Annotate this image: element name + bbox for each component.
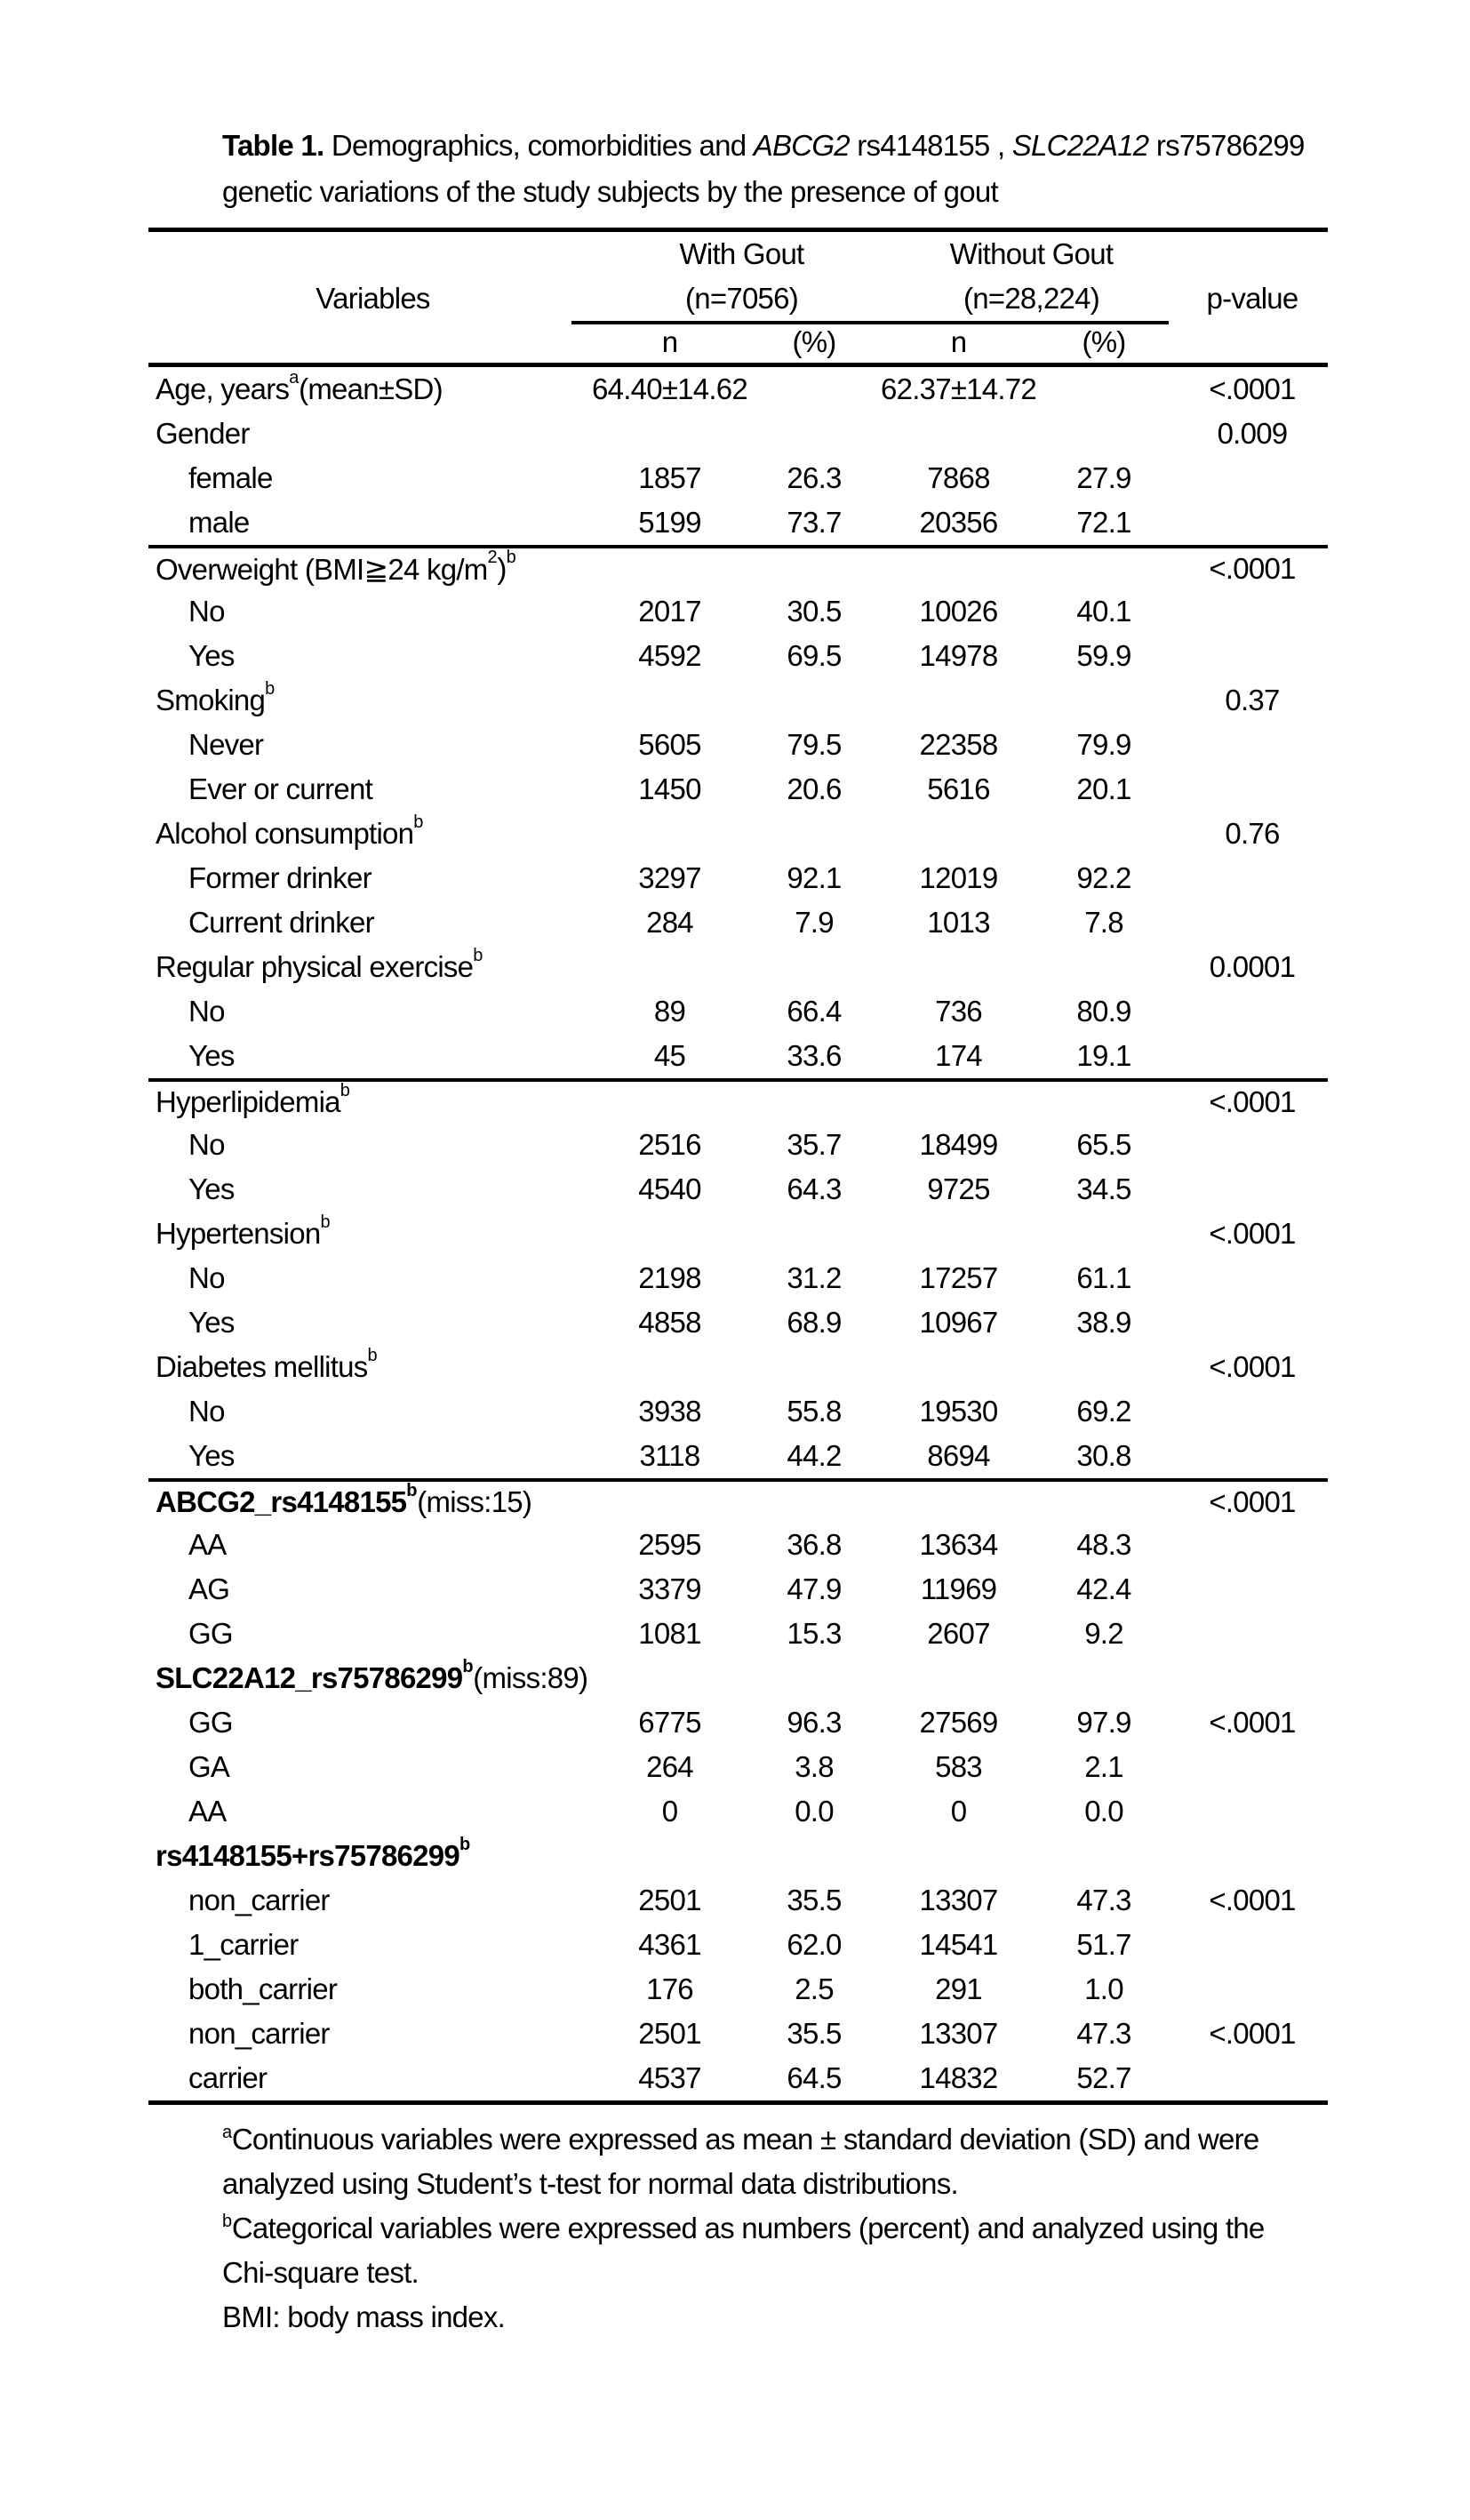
cell-n1: 1857	[638, 461, 701, 494]
cell-p: 0.76	[1225, 817, 1280, 850]
footnote-a-line-2	[222, 2162, 1328, 2206]
row-label-text: Yes	[188, 1172, 235, 1205]
title-table-number: Table 1.	[222, 129, 332, 162]
cell-pct1: 26.3	[787, 461, 842, 494]
cell-p: <.0001	[1209, 1350, 1296, 1383]
cell-n1: 64.40±14.62	[591, 372, 748, 405]
cell-n1: 5605	[638, 728, 701, 761]
cell-n1: 3379	[638, 1572, 701, 1605]
cell-pct2: 48.3	[1076, 1528, 1131, 1561]
cell-p: <.0001	[1209, 1085, 1296, 1118]
row-label-text: SLC22A12_rs75786299	[156, 1661, 463, 1694]
cell-pct1: 33.6	[787, 1039, 842, 1072]
row-label	[148, 728, 597, 762]
row-label: rs4148155+rs75786299 $^b$	[156, 1835, 470, 1872]
header-spacer	[1177, 232, 1328, 276]
row-label-text: AG	[188, 1572, 230, 1605]
cell-n2: 174	[935, 1039, 982, 1072]
cell-pct2: 47.3	[1076, 1884, 1131, 1916]
cell-pct1: 3.8	[795, 1750, 834, 1783]
table-row	[148, 2012, 1328, 2056]
row-label-text: No	[188, 1261, 225, 1294]
table-title	[222, 123, 1328, 215]
cell-n2: 18499	[919, 1128, 998, 1161]
cell-n1: 5199	[638, 506, 701, 539]
header-spacer	[1177, 322, 1328, 363]
cell-n2: 291	[935, 1972, 982, 2005]
row-label-text: Smoking	[156, 684, 266, 716]
row-label-text: AA	[188, 1795, 227, 1828]
cell-n1: 1081	[638, 1617, 701, 1650]
cell-pct2: 1.0	[1084, 1972, 1123, 2005]
cell-pct1: 73.7	[787, 506, 842, 539]
row-label	[148, 1750, 597, 1784]
cell-pct2: 80.9	[1076, 995, 1131, 1028]
cell-n1: 0	[661, 1795, 678, 1828]
row-label	[148, 595, 597, 628]
table-row	[148, 1700, 1328, 1745]
cell-pct1: 31.2	[787, 1261, 842, 1294]
table-row	[148, 1389, 1328, 1434]
cell-n1: 89	[653, 995, 686, 1028]
cell-n1: 4537	[638, 2061, 701, 2094]
header-n-row	[148, 276, 1328, 322]
cell-pct1: 66.4	[787, 995, 842, 1028]
table-row	[148, 723, 1328, 767]
cell-p: <.0001	[1209, 2017, 1296, 2050]
header-sub-row	[148, 322, 1328, 363]
cell-p: 0.37	[1225, 684, 1280, 716]
cell-pct1: 62.0	[787, 1928, 842, 1961]
cell-n2: 9725	[927, 1172, 990, 1205]
row-label	[148, 2017, 597, 2051]
row-label-text: Overweight (BMI≧24 kg/m	[156, 552, 488, 586]
row-label-text: Yes	[188, 1306, 235, 1339]
row-label-text: Yes	[188, 1439, 235, 1472]
table-row	[148, 989, 1328, 1034]
cell-pct2: 42.4	[1076, 1572, 1131, 1605]
row-label: Diabetes mellitus $^b$	[156, 1346, 378, 1383]
row-label-text: Hyperlipidemia	[156, 1085, 340, 1118]
cell-p: 0.009	[1217, 417, 1288, 450]
row-label-text: Ever or current	[188, 772, 372, 805]
row-label-text: Hypertension	[156, 1217, 321, 1250]
cell-n1: 176	[646, 1972, 693, 2005]
cell-n1: 4592	[638, 639, 701, 672]
cell-n2: 14541	[919, 1928, 998, 1961]
header-with-gout: With Gout	[679, 236, 804, 270]
footnote-text: analyzed using Student’s t-test for normal data distributions.	[222, 2167, 958, 2200]
row-label	[148, 1395, 597, 1428]
table-row	[148, 1078, 1328, 1123]
row-label-text: Alcohol consumption	[156, 817, 414, 850]
cell-pct2: 7.8	[1084, 906, 1123, 939]
header-group-row	[148, 232, 1328, 276]
cell-pct1: 69.5	[787, 639, 842, 672]
cell-n2: 19530	[919, 1395, 998, 1428]
table-row	[148, 1523, 1328, 1567]
cell-pct2: 34.5	[1076, 1172, 1131, 1205]
row-label-text: Yes	[188, 1039, 235, 1072]
cell-pct2: 19.1	[1076, 1039, 1131, 1072]
header-subgroup-rule	[571, 321, 1169, 324]
cell-n2: 583	[935, 1750, 982, 1783]
table-header	[148, 228, 1328, 367]
cell-n1: 2198	[638, 1261, 701, 1294]
cell-n2: 27569	[919, 1706, 998, 1739]
table-row	[148, 1212, 1328, 1256]
table-row	[148, 856, 1328, 900]
cell-n1: 2595	[638, 1528, 701, 1561]
cell-n2: 2607	[927, 1617, 990, 1650]
row-label-text: No	[188, 1395, 225, 1428]
cell-n1: 284	[646, 906, 693, 939]
cell-n1: 4540	[638, 1172, 701, 1205]
row-label-text: both_carrier	[188, 1972, 338, 2005]
table-row	[148, 1612, 1328, 1656]
cell-n1: 2516	[638, 1128, 701, 1161]
footnote-text: Continuous variables were expressed as mean ± standard deviation (SD) and were	[231, 2123, 1259, 2156]
row-label	[148, 1884, 597, 1917]
row-label	[148, 1706, 597, 1740]
row-label: Regular physical exercise $^b$	[156, 946, 483, 983]
row-label	[148, 1039, 597, 1073]
table-row	[148, 1789, 1328, 1834]
cell-n2: 736	[935, 995, 982, 1028]
table-row	[148, 456, 1328, 500]
row-label: SLC22A12_rs75786299 $^b$ (miss:89)	[156, 1657, 588, 1694]
subheader-n2: n	[950, 325, 967, 358]
row-label: Alcohol consumption $^b$	[156, 812, 424, 850]
row-label: ABCG2_rs4148155 $^b$ (miss:15)	[156, 1481, 532, 1518]
row-label-text: Regular physical exercise	[156, 950, 474, 983]
cell-pct2: 2.1	[1084, 1750, 1123, 1783]
table-row	[148, 812, 1328, 856]
footnote-b-line-2	[222, 2251, 1328, 2295]
cell-pct2: 20.1	[1076, 772, 1131, 805]
table-row	[148, 589, 1328, 634]
footnote-text: Categorical variables were expressed as numbers (percent) and analyzed using the	[231, 2212, 1265, 2244]
cell-pct2: 47.3	[1076, 2017, 1131, 2050]
cell-pct1: 0.0	[795, 1795, 834, 1828]
cell-pct1: 64.5	[787, 2061, 842, 2094]
row-label	[148, 1306, 597, 1340]
cell-pct1: 2.5	[795, 1972, 834, 2005]
footnote-superscript: a	[222, 2123, 232, 2142]
row-label-text: Former drinker	[188, 861, 371, 894]
cell-n2: 11969	[920, 1572, 997, 1605]
cell-n1: 3938	[638, 1395, 701, 1428]
cell-n2: 10967	[919, 1306, 998, 1339]
title-line-2	[222, 169, 1328, 215]
row-label	[148, 1128, 597, 1162]
cell-n2: 12019	[919, 861, 998, 894]
header-spacer	[148, 232, 597, 276]
cell-pct1: 35.7	[787, 1128, 842, 1161]
row-label	[148, 995, 597, 1028]
title-text: genetic variations of the study subjects by the presence of gout	[222, 175, 998, 208]
cell-p: <.0001	[1209, 552, 1296, 585]
footnote-b-line-1	[222, 2206, 1328, 2251]
table-row	[148, 412, 1328, 456]
row-label-text: AA	[188, 1528, 227, 1561]
table-row	[148, 1878, 1328, 1923]
footnotes	[222, 2117, 1328, 2340]
cell-pct1: 47.9	[787, 1572, 842, 1605]
row-label-text: non_carrier	[188, 2017, 330, 2050]
row-label-text: female	[188, 461, 273, 494]
cell-pct1: 96.3	[787, 1706, 842, 1739]
cell-pct1: 20.6	[787, 772, 842, 805]
row-label	[148, 2061, 597, 2095]
cell-n2: 8694	[927, 1439, 990, 1472]
table-row	[148, 1300, 1328, 1345]
table-row	[148, 1656, 1328, 1700]
cell-n2: 13634	[919, 1528, 998, 1561]
row-label-text: )	[497, 552, 507, 585]
cell-n2: 0	[950, 1795, 967, 1828]
row-label	[148, 1795, 597, 1828]
row-label	[148, 417, 597, 451]
table-row	[148, 2056, 1328, 2100]
row-label-text: No	[188, 995, 225, 1028]
cell-pct2: 97.9	[1076, 1706, 1131, 1739]
cell-n2: 13307	[919, 1884, 998, 1916]
header-without-gout-n: (n=28,224)	[963, 282, 1100, 315]
table-row	[148, 500, 1328, 545]
cell-pct2: 61.1	[1076, 1261, 1131, 1294]
footnote-text: Chi-square test.	[222, 2256, 419, 2289]
cell-p: <.0001	[1209, 1884, 1296, 1916]
cell-n1: 2501	[638, 2017, 701, 2050]
cell-n2: 20356	[919, 506, 998, 539]
row-label	[148, 1972, 597, 2006]
table-row	[148, 1123, 1328, 1167]
table-row	[148, 767, 1328, 812]
row-label: Age, years $^a$ (mean±SD)	[156, 368, 443, 405]
cell-pct1: 64.3	[787, 1172, 842, 1205]
row-label-text: (miss:15)	[417, 1485, 532, 1518]
cell-n1: 4858	[638, 1306, 701, 1339]
cell-n1: 264	[646, 1750, 693, 1783]
table-row	[148, 1834, 1328, 1878]
table-row	[148, 634, 1328, 678]
cell-p: <.0001	[1209, 1706, 1296, 1739]
row-label-text: ABCG2_rs4148155	[156, 1485, 407, 1518]
table-row	[148, 1567, 1328, 1612]
cell-p: <.0001	[1209, 1485, 1296, 1518]
cell-pct2: 69.2	[1076, 1395, 1131, 1428]
table-row	[148, 367, 1328, 412]
title-line-1	[222, 123, 1328, 169]
cell-n2: 1013	[927, 906, 990, 939]
header-variables: Variables	[316, 282, 430, 315]
row-label	[148, 461, 597, 495]
row-label-text: GG	[188, 1617, 233, 1650]
header-without-gout: Without Gout	[949, 236, 1114, 270]
cell-pct2: 72.1	[1076, 506, 1131, 539]
cell-pct2: 65.5	[1076, 1128, 1131, 1161]
row-label-text: Never	[188, 728, 264, 761]
table-row	[148, 1034, 1328, 1078]
table-row	[148, 1478, 1328, 1523]
cell-n1: 6775	[638, 1706, 701, 1739]
cell-pct2: 27.9	[1076, 461, 1131, 494]
gene-name-slc22a12: SLC22A12	[1011, 129, 1149, 162]
subheader-pct1: (%)	[792, 325, 836, 358]
row-label	[148, 1261, 597, 1295]
title-text: rs4148155 ,	[849, 129, 1012, 162]
row-label-text: (mean±SD)	[299, 372, 443, 405]
cell-pct1: 36.8	[787, 1528, 842, 1561]
row-label: Smoking $^b$	[156, 679, 275, 716]
cell-pct1: 35.5	[787, 1884, 842, 1916]
cell-p: <.0001	[1209, 1217, 1296, 1250]
cell-pct2: 51.7	[1076, 1928, 1131, 1961]
row-label-text: GA	[188, 1750, 230, 1783]
row-label	[148, 1439, 597, 1473]
table-row	[148, 1923, 1328, 1967]
title-text: Demographics, comorbidities and	[331, 129, 754, 162]
cell-pct2: 40.1	[1076, 595, 1131, 628]
cell-pct1: 7.9	[795, 906, 834, 939]
cell-n2: 17257	[919, 1261, 998, 1294]
subheader-n1: n	[661, 325, 678, 358]
footnote-superscript: b	[222, 2212, 232, 2231]
cell-n1: 45	[653, 1039, 686, 1072]
row-label: Hyperlipidemia $^b$	[156, 1081, 350, 1118]
cell-pct2: 79.9	[1076, 728, 1131, 761]
header-with-gout-n: (n=7056)	[684, 282, 798, 315]
row-label-text: Current drinker	[188, 906, 374, 939]
cell-n2: 10026	[919, 595, 998, 628]
cell-pct1: 55.8	[787, 1395, 842, 1428]
cell-pct1: 30.5	[787, 595, 842, 628]
row-label-text: carrier	[188, 2061, 268, 2094]
row-label-text: 1_carrier	[188, 1928, 299, 1961]
cell-n2: 5616	[927, 772, 990, 805]
table-row	[148, 1345, 1328, 1389]
table-1	[148, 228, 1328, 2105]
table-row	[148, 545, 1328, 589]
row-label	[148, 1572, 597, 1606]
header-spacer	[148, 322, 597, 363]
table-row	[148, 1967, 1328, 2012]
row-label	[148, 1172, 597, 1206]
row-label-text: non_carrier	[188, 1884, 330, 1916]
cell-n2: 7868	[927, 461, 990, 494]
cell-n1: 4361	[638, 1928, 701, 1961]
cell-n2: 62.37±14.72	[880, 372, 1037, 405]
footnote-text: BMI: body mass index.	[222, 2300, 506, 2333]
cell-p: <.0001	[1209, 372, 1296, 405]
row-label	[148, 1528, 597, 1562]
cell-p: 0.0001	[1209, 950, 1296, 983]
cell-n2: 22358	[919, 728, 998, 761]
table-row	[148, 1256, 1328, 1300]
row-label-text: Gender	[156, 417, 250, 450]
cell-pct2: 9.2	[1084, 1617, 1123, 1650]
cell-pct2: 0.0	[1084, 1795, 1123, 1828]
cell-n1: 2017	[638, 595, 701, 628]
cell-n2: 14832	[919, 2061, 998, 2094]
cell-pct1: 79.5	[787, 728, 842, 761]
row-label	[148, 1928, 597, 1962]
row-label-text: (miss:89)	[473, 1661, 588, 1694]
row-label-text: No	[188, 595, 225, 628]
cell-n2: 13307	[919, 2017, 998, 2050]
cell-pct2: 59.9	[1076, 639, 1131, 672]
row-label-text: GG	[188, 1706, 233, 1739]
table-row	[148, 1434, 1328, 1478]
row-label	[148, 639, 597, 673]
cell-pct2: 30.8	[1076, 1439, 1131, 1472]
cell-n1: 3297	[638, 861, 701, 894]
cell-pct1: 35.5	[787, 2017, 842, 2050]
row-label-text: Yes	[188, 639, 235, 672]
table-row	[148, 945, 1328, 989]
table-row	[148, 1167, 1328, 1212]
table-row	[148, 678, 1328, 723]
row-label-text: No	[188, 1128, 225, 1161]
cell-pct2: 52.7	[1076, 2061, 1131, 2094]
row-label	[148, 1617, 597, 1651]
row-label-text: male	[188, 506, 250, 539]
cell-n1: 2501	[638, 1884, 701, 1916]
title-text: rs75786299	[1148, 129, 1305, 162]
gene-name-abcg2: ABCG2	[753, 129, 850, 162]
row-label	[148, 506, 597, 540]
row-label-text: Age, years	[156, 372, 290, 405]
cell-pct1: 68.9	[787, 1306, 842, 1339]
row-label-text: rs4148155+rs75786299	[156, 1839, 459, 1872]
header-p-value: p-value	[1206, 282, 1298, 315]
row-label	[148, 906, 597, 940]
row-label: Overweight (BMI≧24 kg/m $^2$ ) $^b$	[156, 548, 516, 586]
cell-pct1: 44.2	[787, 1439, 842, 1472]
cell-pct2: 38.9	[1076, 1306, 1131, 1339]
footnote-bmi	[222, 2295, 1328, 2340]
subheader-pct2: (%)	[1082, 325, 1126, 358]
footnote-a-line-1	[222, 2117, 1328, 2162]
cell-pct2: 92.2	[1076, 861, 1131, 894]
row-label	[148, 861, 597, 895]
table-row	[148, 1745, 1328, 1789]
table-row	[148, 900, 1328, 945]
table-body	[148, 367, 1328, 2105]
row-label: Hypertension $^b$	[156, 1212, 331, 1250]
cell-pct1: 15.3	[787, 1617, 842, 1650]
cell-n1: 1450	[638, 772, 701, 805]
cell-pct1: 92.1	[787, 861, 842, 894]
cell-n1: 3118	[639, 1439, 700, 1472]
cell-n2: 14978	[919, 639, 998, 672]
row-label-text: Diabetes mellitus	[156, 1350, 368, 1383]
row-label	[148, 772, 597, 806]
